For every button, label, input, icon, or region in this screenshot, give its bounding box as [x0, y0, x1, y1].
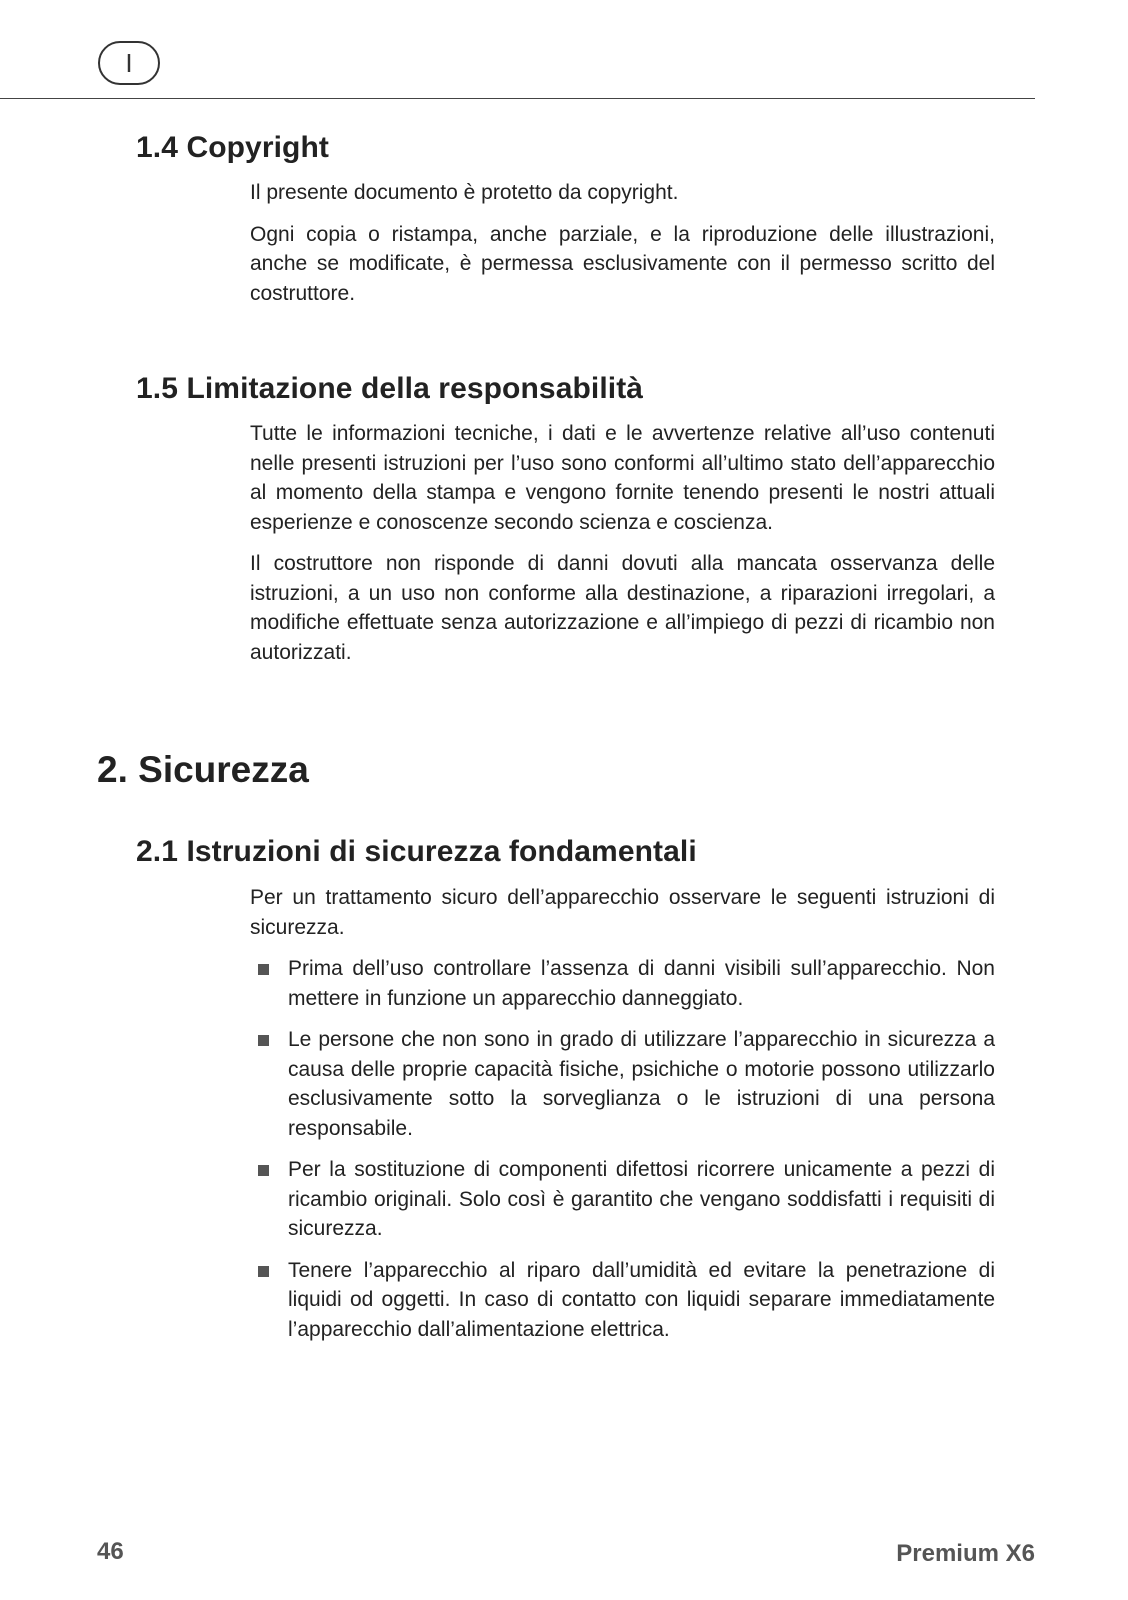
square-bullet-icon — [258, 1165, 269, 1176]
language-badge — [98, 41, 160, 85]
square-bullet-icon — [258, 964, 269, 975]
heading-liability: 1.5 Limitazione della responsabilità — [136, 372, 644, 405]
page-number: 46 — [97, 1538, 124, 1565]
heading-safety: 2. Sicurezza — [97, 749, 309, 790]
model-name: Premium X6 — [896, 1540, 1035, 1567]
basic-safety-body — [250, 883, 995, 1356]
safety-instructions-list — [250, 954, 995, 1344]
square-bullet-icon — [258, 1266, 269, 1277]
language-badge-label: I — [125, 48, 133, 78]
list-item-text: Le persone che non sono in grado di utilizzare l’apparecchio in sicurezza a causa delle proprie capacità fisiche, psichiche o motorie possono utilizzarlo esclusivamente sotto la sorveglianza o le istruzioni di una persona responsabile. — [288, 1028, 995, 1140]
list-item — [250, 954, 995, 1013]
liability-paragraph-1: Tutte le informazioni tecniche, i dati e le avvertenze relative all’uso contenuti nelle presenti istruzioni per l’uso sono conformi all’ultimo stato dell’apparecchio al momento della stampa e vengono fornite tenendo presenti le nostri attuali esperienze e conoscenze secondo scienza e coscienza. — [250, 422, 995, 534]
list-item — [250, 1025, 995, 1143]
liability-body — [250, 419, 995, 679]
copyright-paragraph-2: Ogni copia o ristampa, anche parziale, e la riproduzione delle illustrazioni, anche se modificate, è permessa esclusivamente con il permesso scritto del costruttore. — [250, 222, 995, 305]
list-item-text: Per la sostituzione di componenti difettosi ricorrere unicamente a pezzi di ricambio originali. Solo così è garantito che vengano soddisfatti i requisiti di sicurezza. — [288, 1158, 995, 1240]
list-item — [250, 1256, 995, 1345]
basic-safety-intro: Per un trattamento sicuro dell’apparecchio osservare le seguenti istruzioni di sicurezza. — [250, 886, 995, 939]
list-item — [250, 1155, 995, 1244]
copyright-body — [250, 178, 995, 320]
list-item-text: Prima dell’uso controllare l’assenza di danni visibili sull’apparecchio. Non mettere in funzione un apparecchio danneggiato. — [288, 957, 995, 1010]
list-item-text: Tenere l’apparecchio al riparo dall’umidità ed evitare la penetrazione di liquidi od oggetti. In caso di contatto con liquidi separare immediatamente l’apparecchio dall’alimentazione elettrica. — [288, 1258, 995, 1341]
heading-basic-safety: 2.1 Istruzioni di sicurezza fondamentali — [136, 835, 697, 868]
heading-copyright: 1.4 Copyright — [136, 131, 329, 164]
liability-paragraph-2: Il costruttore non risponde di danni dovuti alla mancata osservanza delle istruzioni, a un uso non conforme alla destinazione, a riparazioni irregolari, a modifiche effettuate senza autorizzazione e all’impiego di pezzi di ricambio non autorizzati. — [250, 552, 995, 664]
copyright-paragraph-1: Il presente documento è protetto da copyright. — [250, 181, 679, 204]
square-bullet-icon — [258, 1035, 269, 1046]
header-divider — [0, 98, 1035, 99]
